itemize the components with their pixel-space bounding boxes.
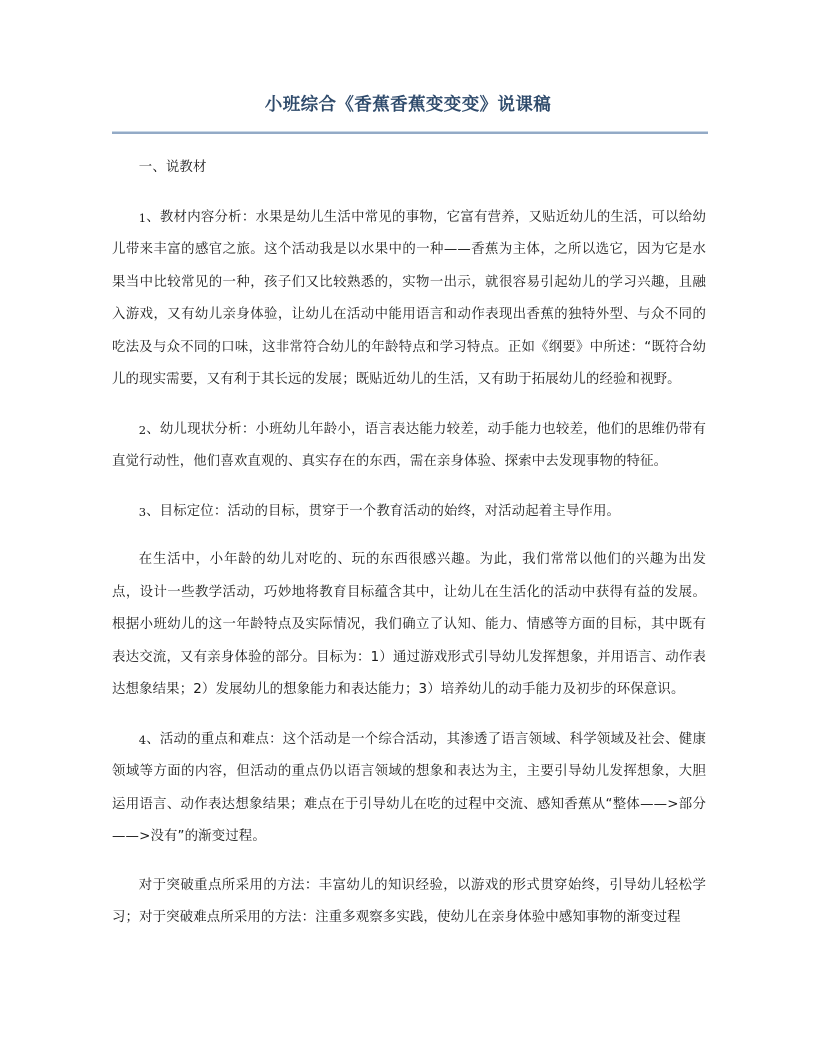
paragraph-1-marker: 1 — [138, 211, 147, 225]
paragraph-2-text: 幼儿现状分析：小班幼儿年龄小，语言表达能力较差，动手能力也较差，他们的思维仍带有直觉行动性，他们喜欢直观的、真实存在的东西，需在亲身体验、探索中去发现事物的特征。 — [112, 421, 707, 469]
paragraph-1-marker-suffix: 、 — [146, 209, 160, 225]
paragraph-3 — [112, 495, 706, 529]
paragraph-5-marker: 4 — [138, 733, 147, 747]
paragraph-5-text: 活动的重点和难点：这个活动是一个综合活动，其渗透了语言领域、科学领域及社会、健康领域等方面的内容，但活动的重点仍以语言领域的想象和表达为主，主要引导幼儿发挥想象，大胆运用语言、动作表达想象结果；难点在于引导幼儿在吃的过程中交流、感知香蕉从“整体——>部分——>没有”的渐变过程。 — [112, 731, 707, 844]
paragraph-1 — [112, 201, 706, 397]
paragraph-4-text: 在生活中，小年龄的幼儿对吃的、玩的东西很感兴趣。为此，我们常常以他们的兴趣为出发点，设计一些教学活动，巧妙地将教育目标蕴含其中，让幼儿在生活化的活动中获得有益的发展。根据小班幼儿的这一年龄特点及实际情况，我们确立了认知、能力、情感等方面的目标，其中既有表达交流，又有亲身体验的部分。目标为：1）通过游戏形式引导幼儿发挥想象，并用语言、动作表达想象结果；2）发展幼儿的想象能力和表达能力；3）培养幼儿的动手能力及初步的环保意识。 — [112, 552, 706, 697]
page-title: 小班综合《香蕉香蕉变变变》说课稿 — [264, 95, 552, 115]
paragraph-6 — [112, 870, 706, 935]
paragraph-6-text: 对于突破重点所采用的方法：丰富幼儿的知识经验，以游戏的形式贯穿始终，引导幼儿轻松学习；对于突破难点所采用的方法：注重多观察多实践，使幼儿在亲身体验中感知事物的渐变过程 — [112, 877, 706, 925]
paragraph-2-marker-suffix: 、 — [146, 421, 160, 437]
paragraph-4 — [112, 544, 706, 707]
paragraph-3-marker-suffix: 、 — [146, 503, 160, 519]
document-body — [112, 152, 706, 935]
paragraph-5-marker-suffix: 、 — [146, 731, 160, 747]
paragraph-3-marker: 3 — [138, 505, 147, 519]
paragraph-1-text: 教材内容分析：水果是幼儿生活中常见的事物，它富有营养，又贴近幼儿的生活，可以给幼儿带来丰富的感官之旅。这个活动我是以水果中的一种——香蕉为主体，之所以选它，因为它是水果当中比较常见的一种，孩子们又比较熟悉的，实物一出示，就很容易引起幼儿的学习兴趣，且融入游戏，又有幼儿亲身体验，让幼儿在活动中能用语言和动作表现出香蕉的独特外型、与众不同的吃法及与众不同的口味，这非常符合幼儿的年龄特点和学习特点。正如《纲要》中所述：“既符合幼儿的现实需要，又有利于其长远的发展；既贴近幼儿的生活，又有助于拓展幼儿的经验和视野。 — [112, 209, 707, 387]
paragraph-3-text: 目标定位：活动的目标，贯穿于一个教育活动的始终，对活动起着主导作用。 — [159, 503, 621, 519]
section-heading-text: 一、说教材 — [138, 160, 207, 175]
paragraph-2-marker: 2 — [138, 423, 147, 437]
paragraph-2 — [112, 413, 706, 479]
section-heading — [112, 152, 706, 185]
title-divider — [112, 131, 708, 134]
title-block — [0, 92, 816, 118]
paragraph-5 — [112, 723, 706, 854]
